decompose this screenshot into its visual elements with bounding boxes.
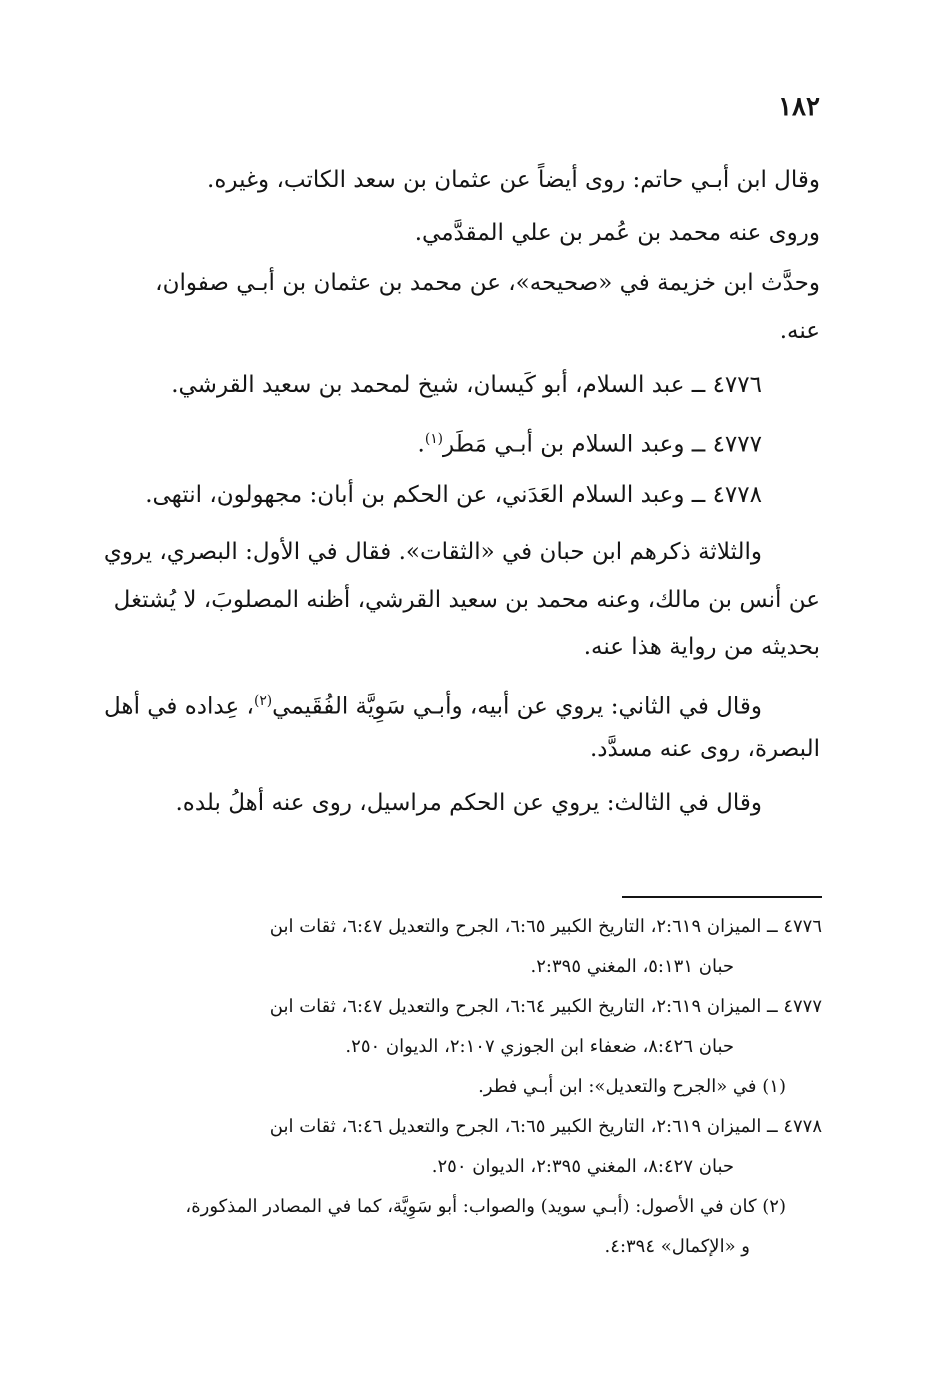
footnote-separator — [622, 896, 822, 898]
body-line: وروى عنه محمد بن عُمر بن علي المقدَّمي. — [414, 220, 820, 246]
footnote-ref-2[interactable]: (٢) — [253, 693, 273, 709]
footnote-1: (١) في «الجرح والتعديل»: ابن أبـي فطر. — [478, 1076, 786, 1097]
body-line-end: ، عِداده في أهل — [104, 693, 254, 720]
body-line: والثلاثة ذكرهم ابن حبان في «الثقات». فقال في الأول: البصري، يروي — [103, 539, 762, 565]
body-line-text: وقال في الثاني: يروي عن أبيه، وأبـي سَوِيَّة الفُقَيمي — [272, 693, 762, 720]
page-number: ١٨٢ — [778, 92, 820, 122]
body-line — [104, 686, 762, 722]
footnote-line: ٤٧٧٨ ــ الميزان ٢:٦١٩، التاريخ الكبير ٦:٦٥، الجرح والتعديل ٦:٤٦، ثقات ابن — [269, 1116, 822, 1137]
body-line: عن أنس بن مالك، وعنه محمد بن سعيد القرشي، أظنه المصلوبَ، لا يُشتغل — [113, 587, 820, 613]
footnote-line: حبان ٥:١٣١، المغني ٢:٣٩٥. — [530, 956, 734, 977]
entry-4777 — [418, 424, 763, 460]
entry-4777-end: . — [417, 431, 425, 458]
footnote-line: حبان ٨:٤٢٧، المغني ٢:٣٩٥، الديوان ٢٥٠. — [431, 1156, 734, 1177]
body-line: بحديثه من رواية هذا عنه. — [583, 634, 820, 660]
footnote-2: (٢) كان في الأصول: (أبـي سويد) والصواب: أبو سَوِيَّة، كما في المصادر المذكورة، — [185, 1196, 786, 1217]
body-line: وقال في الثالث: يروي عن الحكم مراسيل، روى عنه أهلُ بلده. — [175, 790, 762, 816]
footnote-line: و «الإكمال» ٤:٣٩٤. — [604, 1236, 750, 1257]
entry-4778: ٤٧٧٨ ــ وعبد السلام العَدَني، عن الحكم بن أبان: مجهولون، انتهى. — [145, 482, 762, 508]
entry-4777-text: ٤٧٧٧ ــ وعبد السلام بن أبـي مَطَر — [443, 431, 762, 458]
footnote-line: ٤٧٧٦ ــ الميزان ٢:٦١٩، التاريخ الكبير ٦:٦٥، الجرح والتعديل ٦:٤٧، ثقات ابن — [269, 916, 822, 937]
body-line: وحدَّث ابن خزيمة في «صحيحه»، عن محمد بن عثمان بن أبـي صفوان، — [155, 270, 820, 296]
footnote-ref-1[interactable]: (١) — [424, 431, 444, 447]
body-line: عنه. — [779, 318, 820, 344]
body-line: البصرة، روى عنه مسدَّد. — [589, 736, 820, 762]
body-line: وقال ابن أبـي حاتم: روى أيضاً عن عثمان بن سعد الكاتب، وغيره. — [207, 167, 820, 193]
footnote-line: حبان ٨:٤٢٦، ضعفاء ابن الجوزي ٢:١٠٧، الديوان ٢٥٠. — [345, 1036, 734, 1057]
footnote-line: ٤٧٧٧ ــ الميزان ٢:٦١٩، التاريخ الكبير ٦:٦٤، الجرح والتعديل ٦:٤٧، ثقات ابن — [269, 996, 822, 1017]
entry-4776: ٤٧٧٦ ــ عبد السلام، أبو كَيسان، شيخ لمحمد بن سعيد القرشي. — [171, 372, 762, 398]
